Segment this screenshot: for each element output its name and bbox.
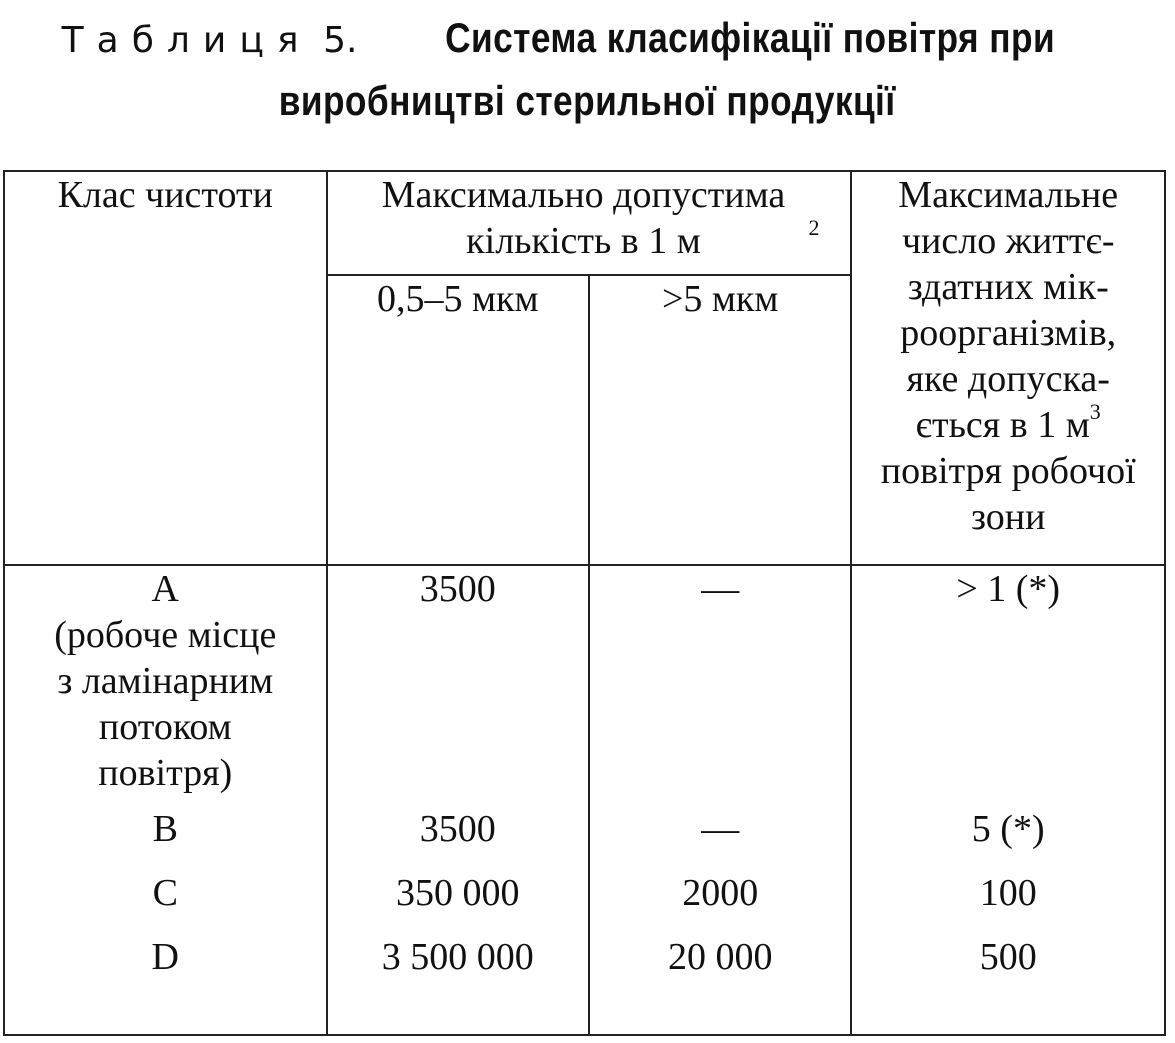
header-micro-line: число життє- bbox=[901, 220, 1115, 262]
table-caption bbox=[0, 8, 1175, 131]
micro-value-b: 5 (*) bbox=[971, 808, 1045, 850]
small-value-b: 3500 bbox=[419, 808, 496, 850]
class-d-label: D bbox=[151, 936, 179, 978]
header-micro-line: яке допуска- bbox=[906, 358, 1110, 400]
class-a-note: потоком bbox=[98, 706, 232, 748]
header-micro-line: Максимальне bbox=[898, 174, 1119, 216]
header-small-text: 0,5–5 мкм bbox=[376, 278, 539, 320]
header-micro-line-unit bbox=[852, 399, 1164, 448]
header-max-count-sup: 2 bbox=[808, 215, 820, 241]
header-micro-line: зони bbox=[970, 496, 1046, 538]
header-class bbox=[4, 171, 327, 565]
class-c-label: C bbox=[152, 872, 178, 914]
column-class-values bbox=[4, 565, 327, 1035]
large-value-d: 20 000 bbox=[667, 936, 773, 978]
header-class-text: Клас чистоти bbox=[57, 174, 273, 216]
column-small-values bbox=[327, 565, 589, 1035]
header-microorganisms bbox=[851, 171, 1165, 565]
caption-label: Таблиця bbox=[61, 20, 312, 61]
caption-title-line2-wrap bbox=[0, 71, 1175, 131]
large-value-a: — bbox=[701, 568, 740, 610]
small-value-d: 3 500 000 bbox=[381, 936, 534, 978]
class-a-label: A bbox=[151, 568, 179, 610]
header-large-particles bbox=[589, 275, 851, 565]
header-micro-line: здатних мік- bbox=[907, 266, 1109, 308]
header-micro-line: повітря робочої bbox=[880, 450, 1136, 492]
header-micro-line: роорганізмів, bbox=[900, 312, 1117, 354]
large-value-c: 2000 bbox=[682, 872, 759, 914]
class-b-label: B bbox=[152, 808, 178, 850]
header-micro-unit-text: ється в 1 м bbox=[915, 404, 1090, 446]
header-large-text: >5 мкм bbox=[661, 278, 779, 320]
class-a-note: (робоче місце bbox=[54, 614, 277, 656]
small-value-a: 3500 bbox=[419, 568, 496, 610]
micro-value-a: > 1 (*) bbox=[956, 568, 1061, 610]
class-a-note: з ламінарним bbox=[57, 660, 274, 702]
column-micro-values bbox=[851, 565, 1165, 1035]
column-large-values bbox=[589, 565, 851, 1035]
class-a-note: повітря) bbox=[98, 752, 233, 794]
small-value-c: 350 000 bbox=[396, 872, 520, 914]
caption-number: 5. bbox=[323, 20, 358, 61]
header-micro-sup: 3 bbox=[1089, 399, 1101, 425]
classification-table bbox=[3, 170, 1166, 1036]
header-max-count bbox=[327, 171, 852, 275]
micro-value-c: 100 bbox=[979, 872, 1037, 914]
caption-title-line2: виробництві стерильної продукції bbox=[279, 77, 896, 124]
large-value-b: — bbox=[701, 808, 740, 850]
header-small-particles bbox=[327, 275, 589, 565]
micro-value-d: 500 bbox=[979, 936, 1037, 978]
caption-title-line1: Система класифікації повітря при bbox=[445, 14, 1056, 61]
header-max-count-text: Максимально допустима кількість в 1 м bbox=[381, 174, 786, 262]
